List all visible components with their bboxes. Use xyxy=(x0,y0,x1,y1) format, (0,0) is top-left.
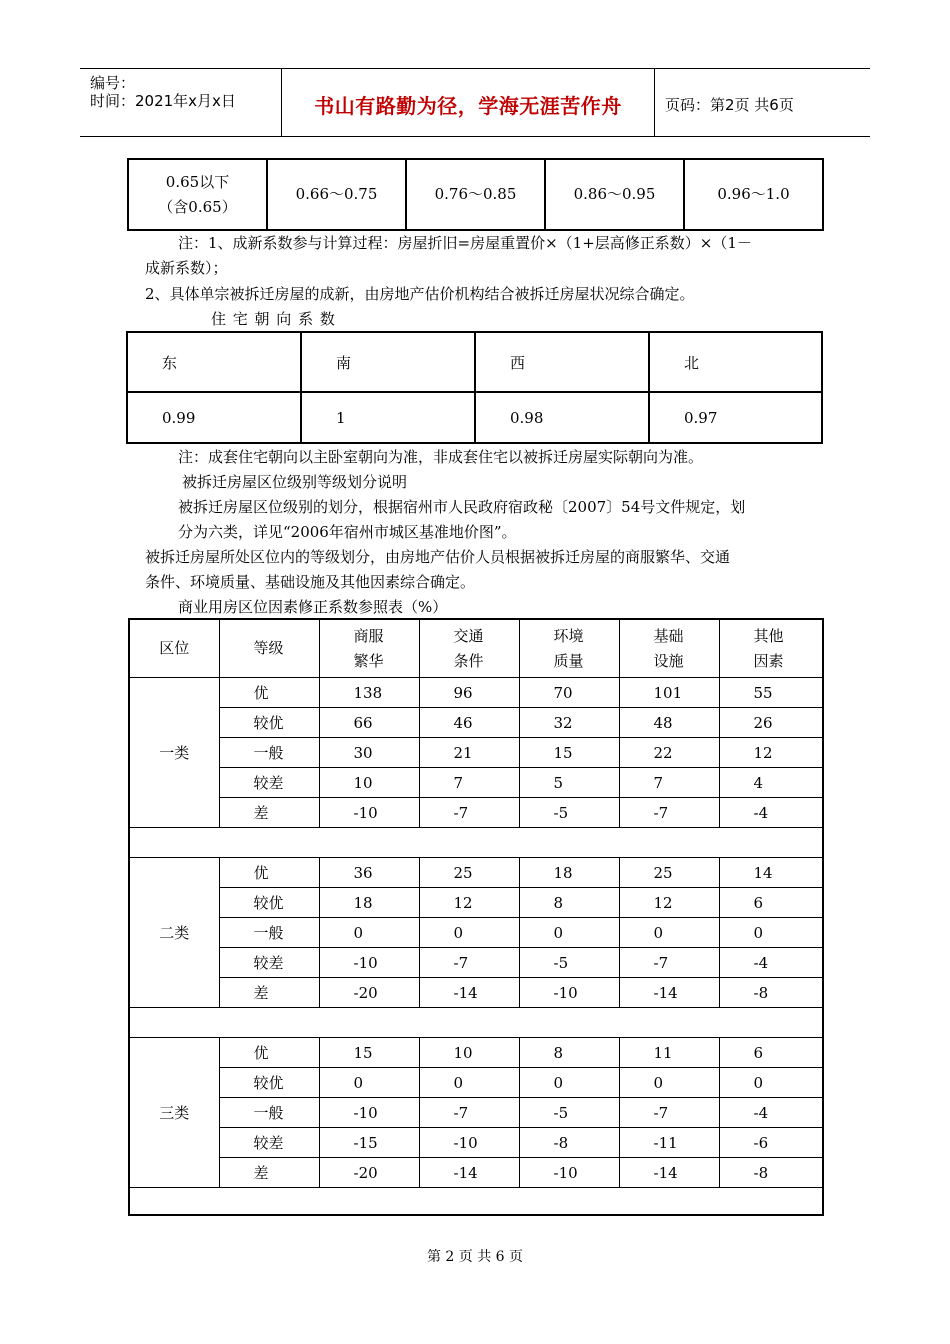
orientation-direction: 西 xyxy=(475,332,649,392)
grade-label: 一般 xyxy=(219,1098,319,1128)
table-cell: 101 xyxy=(619,678,719,708)
table-cell: 11 xyxy=(619,1038,719,1068)
orientation-direction: 南 xyxy=(301,332,475,392)
table-cell: 66 xyxy=(319,708,419,738)
table-cell: -7 xyxy=(619,798,719,828)
table-cell: -20 xyxy=(319,1158,419,1188)
table-row xyxy=(129,948,823,978)
table-cell: -4 xyxy=(719,1098,823,1128)
table-row xyxy=(129,1158,823,1188)
orientation-direction: 东 xyxy=(127,332,301,392)
doc-date-label: 时间：2021年x月x日 xyxy=(90,92,236,110)
header-zone: 区位 xyxy=(129,619,219,678)
table-cell: -7 xyxy=(419,1098,519,1128)
table-row xyxy=(129,1098,823,1128)
table-cell: 25 xyxy=(619,858,719,888)
table-cell: 10 xyxy=(419,1038,519,1068)
table-cell: 6 xyxy=(719,888,823,918)
table-cell: 15 xyxy=(519,738,619,768)
table-cell: 30 xyxy=(319,738,419,768)
table-cell: 0 xyxy=(519,1068,619,1098)
header-bottom-rule xyxy=(80,136,870,137)
table-cell: -14 xyxy=(419,1158,519,1188)
header-other xyxy=(719,619,823,678)
header-page-info: 页码：第2页 共6页 xyxy=(665,96,794,114)
header-line: 质量 xyxy=(553,651,584,670)
grade-label: 较优 xyxy=(219,888,319,918)
spacer-cell xyxy=(129,828,823,858)
header-line: 商服 xyxy=(353,626,384,645)
table-cell: 0 xyxy=(619,1068,719,1098)
table-cell: -14 xyxy=(619,978,719,1008)
table-cell: 18 xyxy=(519,858,619,888)
table-cell: -5 xyxy=(519,798,619,828)
table-cell: 0 xyxy=(419,1068,519,1098)
table-row xyxy=(129,858,823,888)
class-label: 二类 xyxy=(129,858,219,1008)
table-cell: 12 xyxy=(619,888,719,918)
grade-label: 优 xyxy=(219,1038,319,1068)
table-cell: 21 xyxy=(419,738,519,768)
header-top-rule xyxy=(80,68,870,69)
table-cell: -20 xyxy=(319,978,419,1008)
grade-label: 较差 xyxy=(219,948,319,978)
table-cell: -5 xyxy=(519,1098,619,1128)
table-cell: 0 xyxy=(319,1068,419,1098)
table-cell: -10 xyxy=(319,948,419,978)
condition-cell: 0.86～0.95 xyxy=(545,159,684,230)
orientation-value: 1 xyxy=(301,392,475,443)
table-cell: -7 xyxy=(619,948,719,978)
table-cell: -7 xyxy=(619,1098,719,1128)
header-line: 其他 xyxy=(753,626,784,645)
district-paragraph-2-line-1: 被拆迁房屋所处区位内的等级划分，由房地产估价人员根据被拆迁房屋的商服繁华、交通 xyxy=(145,548,731,566)
spacer-cell xyxy=(129,1008,823,1038)
condition-cell: 0.76～0.85 xyxy=(406,159,545,230)
table-cell: 0 xyxy=(619,918,719,948)
header-line: 因素 xyxy=(753,651,784,670)
header-line: 交通 xyxy=(453,626,484,645)
table-cell: 36 xyxy=(319,858,419,888)
table-cell: 12 xyxy=(719,738,823,768)
table-cell: -7 xyxy=(419,948,519,978)
table-cell: -6 xyxy=(719,1128,823,1158)
table-cell: -10 xyxy=(519,1158,619,1188)
orientation-direction: 北 xyxy=(649,332,822,392)
table-cell: -10 xyxy=(319,1098,419,1128)
header-line: 繁华 xyxy=(353,651,384,670)
table-cell: 32 xyxy=(519,708,619,738)
header-line: 设施 xyxy=(653,651,684,670)
header-line: 环境 xyxy=(553,626,584,645)
table-cell: 48 xyxy=(619,708,719,738)
note-1-line-1: 注：1、成新系数参与计算过程：房屋折旧=房屋重置价×（1+层高修正系数）×（1－ xyxy=(178,234,752,252)
table-cell: 0 xyxy=(419,918,519,948)
table-row xyxy=(129,708,823,738)
condition-coefficient-table xyxy=(127,158,824,231)
district-heading: 被拆迁房屋区位级别等级划分说明 xyxy=(182,473,408,491)
table-cell: 5 xyxy=(519,768,619,798)
table-cell: 0 xyxy=(719,1068,823,1098)
table-row xyxy=(129,918,823,948)
table-row xyxy=(129,978,823,1008)
table-cell: 7 xyxy=(419,768,519,798)
orientation-value: 0.98 xyxy=(475,392,649,443)
grade-label: 较差 xyxy=(219,1128,319,1158)
header-grade: 等级 xyxy=(219,619,319,678)
district-header-row xyxy=(129,619,823,678)
table-cell: -8 xyxy=(719,978,823,1008)
note-1-line-2: 成新系数）； xyxy=(145,259,228,277)
table-cell: -8 xyxy=(719,1158,823,1188)
table-cell: -11 xyxy=(619,1128,719,1158)
header-commerce xyxy=(319,619,419,678)
table-cell: 8 xyxy=(519,888,619,918)
header-traffic xyxy=(419,619,519,678)
orientation-note: 注：成套住宅朝向以主卧室朝向为准，非成套住宅以被拆迁房屋实际朝向为准。 xyxy=(178,448,704,466)
table-cell: 25 xyxy=(419,858,519,888)
class-label: 三类 xyxy=(129,1038,219,1188)
table-row xyxy=(129,1128,823,1158)
table-row xyxy=(129,768,823,798)
header-line: 条件 xyxy=(453,651,484,670)
page-footer: 第 2 页 共 6 页 xyxy=(426,1249,524,1265)
spacer-cell xyxy=(129,1188,823,1216)
table-cell: 0 xyxy=(719,918,823,948)
district-paragraph-1-line-1: 被拆迁房屋区位级别的划分，根据宿州市人民政府宿政秘〔2007〕54号文件规定，划 xyxy=(178,498,746,516)
class-label: 一类 xyxy=(129,678,219,828)
table-cell: -14 xyxy=(619,1158,719,1188)
condition-cell xyxy=(128,159,267,230)
table-cell: 55 xyxy=(719,678,823,708)
table-cell: 8 xyxy=(519,1038,619,1068)
table-cell: 7 xyxy=(619,768,719,798)
table-cell: 6 xyxy=(719,1038,823,1068)
table-row xyxy=(129,678,823,708)
doc-number-label: 编号： xyxy=(90,74,136,92)
table-cell: 46 xyxy=(419,708,519,738)
table-cell: -5 xyxy=(519,948,619,978)
district-paragraph-1-line-2: 分为六类，详见“2006年宿州市城区基准地价图”。 xyxy=(178,523,517,541)
table-cell: 14 xyxy=(719,858,823,888)
table-cell: -4 xyxy=(719,798,823,828)
table-row xyxy=(129,798,823,828)
header-divider-2 xyxy=(654,69,655,136)
header-environment xyxy=(519,619,619,678)
grade-label: 一般 xyxy=(219,738,319,768)
grade-label: 差 xyxy=(219,978,319,1008)
grade-label: 较差 xyxy=(219,768,319,798)
table-row xyxy=(129,888,823,918)
table-cell: 138 xyxy=(319,678,419,708)
orientation-table xyxy=(126,331,823,444)
table-cell: -10 xyxy=(419,1128,519,1158)
orientation-value: 0.97 xyxy=(649,392,822,443)
grade-label: 一般 xyxy=(219,918,319,948)
table-cell: -10 xyxy=(319,798,419,828)
header-line: 基础 xyxy=(653,626,684,645)
table-cell: -15 xyxy=(319,1128,419,1158)
table-cell: -7 xyxy=(419,798,519,828)
table-cell: 10 xyxy=(319,768,419,798)
grade-label: 差 xyxy=(219,1158,319,1188)
table-cell: 18 xyxy=(319,888,419,918)
table-row xyxy=(129,1068,823,1098)
district-factor-table xyxy=(128,618,824,1216)
table-cell: -4 xyxy=(719,948,823,978)
table-cell: -14 xyxy=(419,978,519,1008)
table-cell: -10 xyxy=(519,978,619,1008)
table-cell: 15 xyxy=(319,1038,419,1068)
table-cell: 0 xyxy=(519,918,619,948)
table-cell: 70 xyxy=(519,678,619,708)
orientation-value: 0.99 xyxy=(127,392,301,443)
table-cell: 12 xyxy=(419,888,519,918)
table-spacer-row xyxy=(129,1188,823,1216)
grade-label: 较优 xyxy=(219,1068,319,1098)
table-cell: -8 xyxy=(519,1128,619,1158)
table-row xyxy=(129,1038,823,1068)
grade-label: 差 xyxy=(219,798,319,828)
header-infrastructure xyxy=(619,619,719,678)
condition-cell-line: （含0.65） xyxy=(158,197,237,216)
table-cell: 22 xyxy=(619,738,719,768)
table-cell: 0 xyxy=(319,918,419,948)
grade-label: 优 xyxy=(219,858,319,888)
header-motto: 书山有路勤为径，学海无涯苦作舟 xyxy=(314,94,622,118)
table-row xyxy=(129,738,823,768)
table-cell: 4 xyxy=(719,768,823,798)
table-spacer-row xyxy=(129,1008,823,1038)
district-table-title: 商业用房区位因素修正系数参照表（%） xyxy=(178,598,448,616)
table-cell: 96 xyxy=(419,678,519,708)
condition-cell: 0.96～1.0 xyxy=(684,159,823,230)
table-spacer-row xyxy=(129,828,823,858)
table-cell: 26 xyxy=(719,708,823,738)
grade-label: 优 xyxy=(219,678,319,708)
condition-cell-line: 0.65以下 xyxy=(165,172,230,191)
note-2: 2、具体单宗被拆迁房屋的成新，由房地产估价机构结合被拆迁房屋状况综合确定。 xyxy=(145,285,695,303)
condition-cell: 0.66～0.75 xyxy=(267,159,406,230)
orientation-title: 住 宅 朝 向 系 数 xyxy=(211,310,336,328)
district-paragraph-2-line-2: 条件、环境质量、基础设施及其他因素综合确定。 xyxy=(145,573,476,591)
grade-label: 较优 xyxy=(219,708,319,738)
